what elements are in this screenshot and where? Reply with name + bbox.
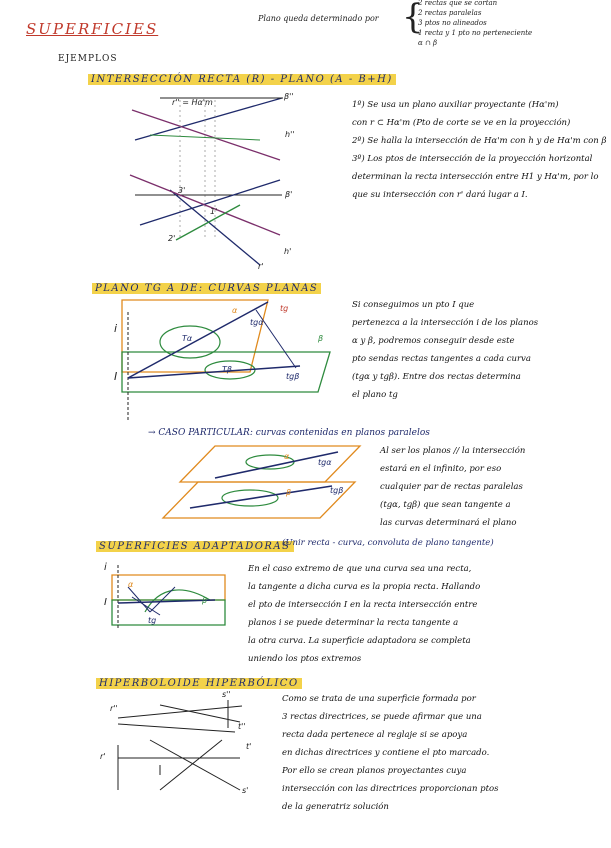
plane-option: 3 ptos no alineados	[418, 19, 487, 27]
note-line: planos i se puede determinar la recta tangente a	[248, 618, 459, 628]
label-I: I	[114, 370, 118, 383]
note-line: α y β, podremos conseguir desde este	[352, 336, 515, 346]
label-beta-lower: β'	[285, 190, 293, 199]
hyperboloid-notes	[282, 690, 607, 816]
page-title: SUPERFICIES	[26, 20, 159, 38]
note-line: Por ello se crean planos proyectantes cuya	[282, 766, 467, 776]
label-h-upper: h''	[285, 130, 295, 139]
note-line: Si conseguimos un pto I que	[352, 300, 475, 310]
label-alpha: α	[232, 306, 238, 315]
plane-option: 2 rectas paralelas	[418, 9, 482, 17]
label-s-double: s''	[222, 690, 231, 699]
label-r-single: r'	[100, 752, 106, 761]
note-line: con r ⊂ Hα'm (Pto de corte se ve en la proyección)	[352, 118, 571, 128]
label-t-beta: Tβ	[222, 365, 232, 374]
note-line: el pto de intersección I en la recta intersección entre	[248, 600, 478, 610]
note-line: Como se trata de una superficie formada por	[282, 694, 476, 704]
section-heading-adaptive-surfaces: SUPERFICIES ADAPTADORAS	[96, 541, 294, 552]
label-r-double: r''	[110, 704, 118, 713]
label-i-adaptive: i	[104, 562, 107, 573]
label-s-single: s'	[242, 786, 249, 795]
label-beta: β	[318, 334, 324, 343]
note-line: pto sendas rectas tangentes a cada curva	[352, 354, 531, 364]
section-heading-tangent-plane: PLANO TG A DE: CURVAS PLANAS	[92, 283, 321, 294]
label-1: 1'	[210, 207, 218, 216]
label-t-alpha: Tα	[182, 334, 193, 343]
note-line: 3 rectas directrices, se puede afirmar que una	[282, 712, 482, 722]
label-3: 3'	[178, 186, 186, 195]
label-2: 2'	[168, 234, 176, 243]
note-line: en dichas directrices y contiene el pto marcado.	[282, 748, 490, 758]
plane-definition: Plano queda determinado por	[258, 14, 379, 23]
note-line: uniendo los ptos extremos	[248, 654, 362, 664]
label-tg: tg	[280, 304, 289, 313]
section-heading-hyperboloid: HIPERBOLOIDE HIPERBÓLICO	[96, 678, 302, 689]
label-tg-alpha-parallel: tgα	[318, 458, 332, 467]
note-line: En el caso extremo de que una curva sea una recta,	[248, 564, 472, 574]
label-alpha-adaptive: α	[128, 580, 134, 589]
label-i: i	[114, 322, 118, 335]
label-beta-upper: β''	[284, 92, 294, 101]
note-line: cualquier par de rectas paralelas	[380, 482, 523, 492]
label-r-upper: r'' = Hα'm	[172, 98, 213, 107]
note-line: la otra curva. La superficie adaptadora se completa	[248, 636, 471, 646]
note-line: recta dada pertenece al reglaje si se apoya	[282, 730, 468, 740]
label-tg-beta-parallel: tgβ	[330, 486, 344, 495]
examples-label: EJEMPLOS	[58, 54, 118, 64]
label-tg-beta: tgβ	[286, 372, 300, 381]
note-line: intersección con las directrices proporcionan ptos	[282, 784, 499, 794]
note-line: Al ser los planos // la intersección	[380, 446, 526, 456]
section-heading-particular-case: → CASO PARTICULAR: curvas contenidas en planos paralelos	[148, 428, 430, 438]
plane-options-brace: {	[402, 0, 424, 37]
plane-option: 2 rectas que se cortan	[418, 0, 498, 7]
note-line: 3º) Los ptos de intersección de la proyección horizontal determinan la recta intersección entre H1 y Hα'm, por lo que su intersección con r' dará lugar a I.	[352, 154, 599, 200]
label-tg-alpha: tgα	[250, 318, 264, 327]
note-line: el plano tg	[352, 390, 398, 400]
plane-option: α ∩ β	[418, 39, 438, 47]
note-line: 2º) Se halla la intersección de Hα'm con h y de Hα'm con β	[352, 136, 607, 146]
label-t-double: t''	[238, 722, 246, 731]
label-beta-adaptive: β	[202, 596, 208, 605]
label-tg-adaptive: tg	[148, 616, 157, 625]
note-line: estará en el infinito, por eso	[380, 464, 502, 474]
note-line: (tgα, tgβ) que sean tangente a	[380, 500, 511, 510]
adaptive-subheading: (Unir recta - curva, convoluta de plano tangente)	[282, 538, 494, 548]
label-beta-parallel: β	[286, 488, 292, 497]
label-r-lower: r'	[258, 262, 264, 271]
label-t-single: t'	[246, 742, 252, 751]
note-line: 1º) Se usa un plano auxiliar proyectante (Hα'm)	[352, 100, 559, 110]
note-line: de la generatriz solución	[282, 802, 389, 812]
label-alpha-parallel: α	[284, 452, 290, 461]
note-line: las curvas determinará el plano	[380, 518, 517, 528]
note-line: (tgα y tgβ). Entre dos rectas determina	[352, 372, 521, 382]
note-line: pertenezca a la intersección i de los planos	[352, 318, 539, 328]
label-h-lower: h'	[284, 247, 292, 256]
plane-option: 1 recta y 1 pto no perteneciente	[418, 29, 533, 37]
note-line: la tangente a dicha curva es la propia recta. Hallando	[248, 582, 481, 592]
label-I-adaptive: I	[104, 597, 107, 608]
section-heading-intersection: INTERSECCIÓN RECTA (R) - PLANO (Α - Β+H)	[88, 74, 396, 85]
